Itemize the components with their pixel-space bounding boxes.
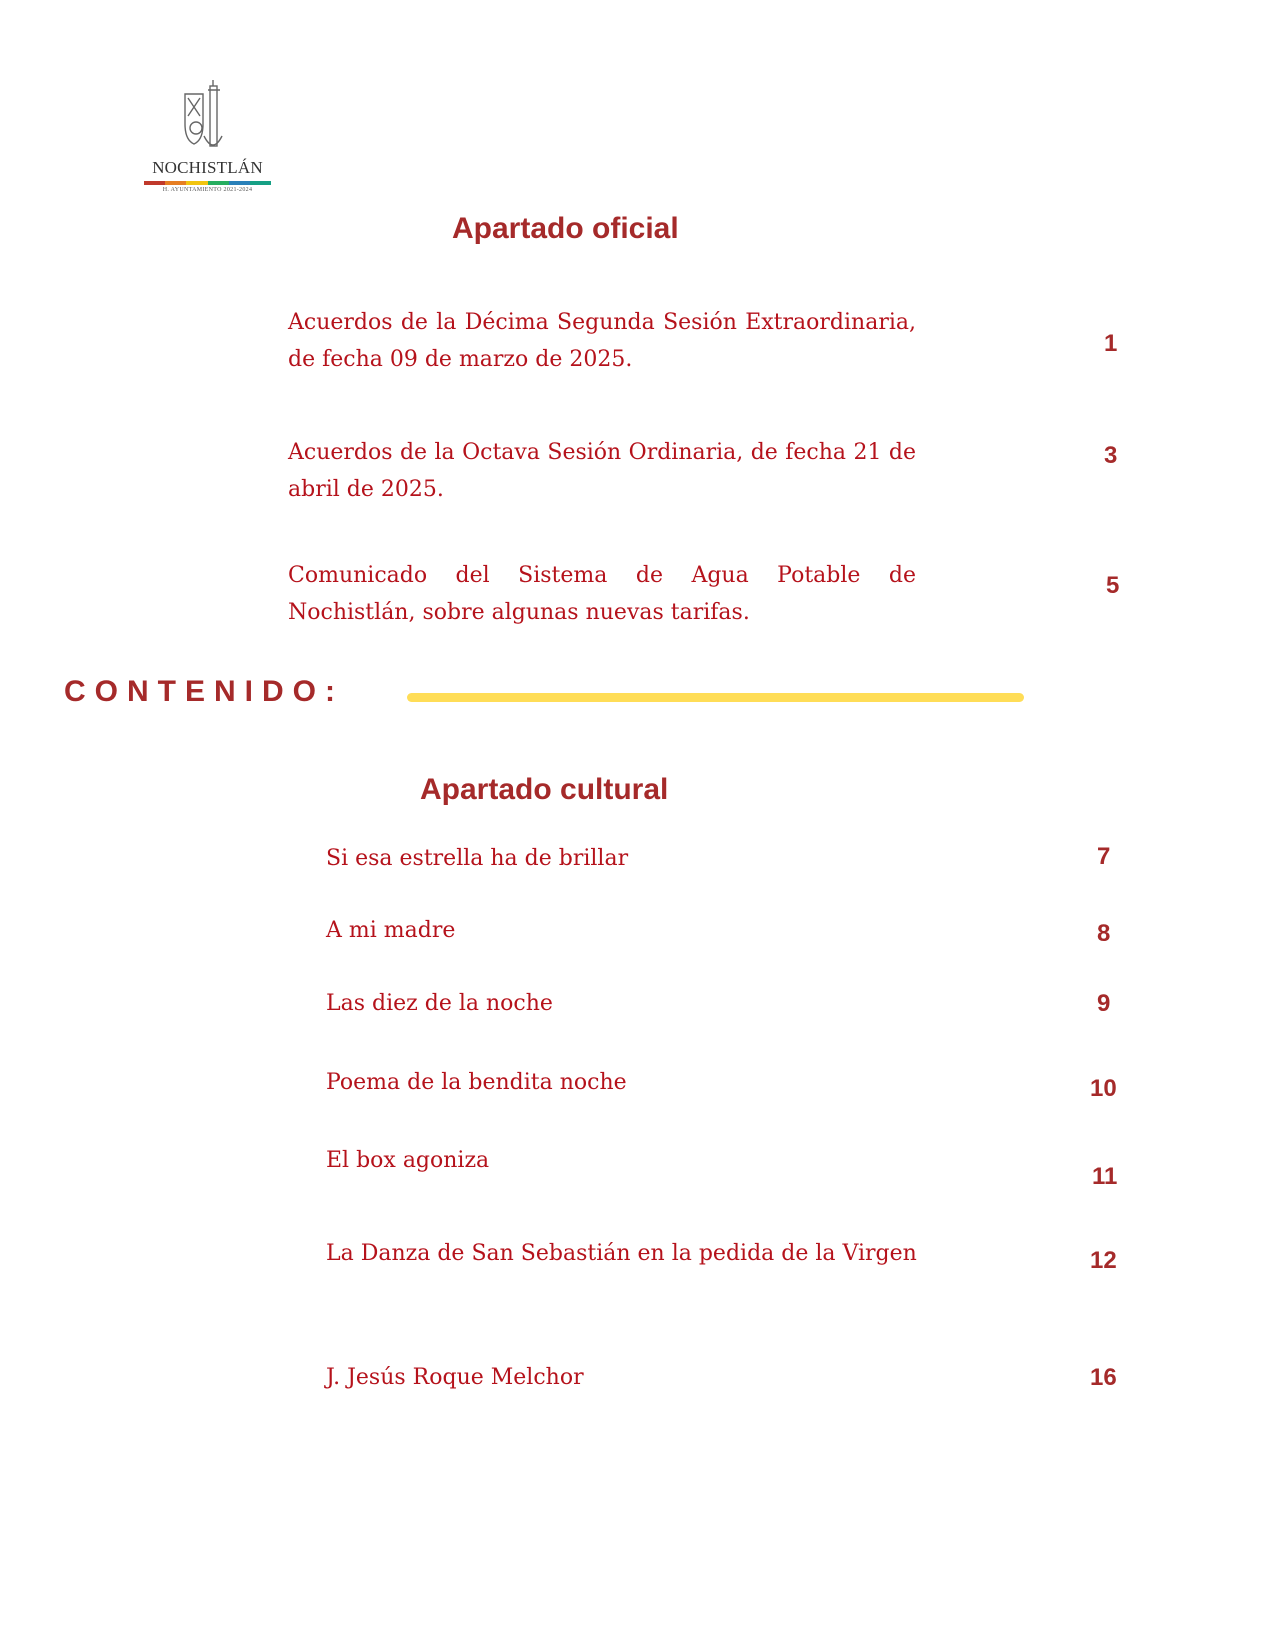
toc-entry-text: Poema de la bendita noche — [326, 1070, 627, 1095]
logo-subtitle: H. AYUNTAMIENTO 2021-2024 — [162, 187, 253, 193]
section-title-oficial: Apartado oficial — [452, 212, 679, 245]
logo-bar — [229, 181, 250, 185]
logo-bar — [144, 181, 165, 185]
logo-bar — [250, 181, 271, 185]
toc-page-number: 10 — [1090, 1075, 1117, 1102]
logo-color-bars — [144, 181, 271, 185]
toc-entry-text: La Danza de San Sebastián en la pedida de la Virgen — [326, 1241, 917, 1266]
toc-page-number: 11 — [1092, 1163, 1118, 1190]
toc-entry-text: Acuerdos de la Décima Segunda Sesión Extraordinaria, de fecha 09 de marzo de 2025. — [288, 310, 916, 372]
toc-entry-text: Las diez de la noche — [326, 991, 553, 1016]
municipal-logo — [140, 80, 275, 195]
toc-page-number: 7 — [1097, 843, 1111, 870]
contenido-heading: CONTENIDO: — [64, 675, 344, 708]
toc-page-number: 5 — [1106, 572, 1120, 599]
toc-entry-text: Acuerdos de la Octava Sesión Ordinaria, de fecha 21 de abril de 2025. — [288, 440, 916, 502]
logo-bar — [165, 181, 186, 185]
logo-bar — [186, 181, 207, 185]
toc-entry-text: A mi madre — [326, 918, 456, 943]
toc-page-number: 8 — [1097, 920, 1111, 947]
toc-page-number: 3 — [1104, 442, 1118, 469]
yellow-divider — [407, 693, 1024, 702]
toc-entry-text: J. Jesús Roque Melchor — [326, 1365, 584, 1390]
toc-page-number: 1 — [1104, 330, 1118, 357]
logo-name: NOCHISTLÁN — [152, 158, 263, 177]
section-title-cultural: Apartado cultural — [420, 773, 669, 806]
toc-page-number: 9 — [1097, 990, 1111, 1017]
toc-entry-text: Si esa estrella ha de brillar — [326, 846, 629, 871]
toc-entry-text: Comunicado del Sistema de Agua Potable de Nochistlán, sobre algunas nuevas tarifas. — [288, 563, 916, 625]
logo-bar — [208, 181, 229, 185]
toc-page-number: 12 — [1090, 1247, 1117, 1274]
toc-entry-text: El box agoniza — [326, 1148, 490, 1173]
coat-of-arms-icon — [140, 80, 275, 158]
toc-page-number: 16 — [1090, 1364, 1117, 1391]
